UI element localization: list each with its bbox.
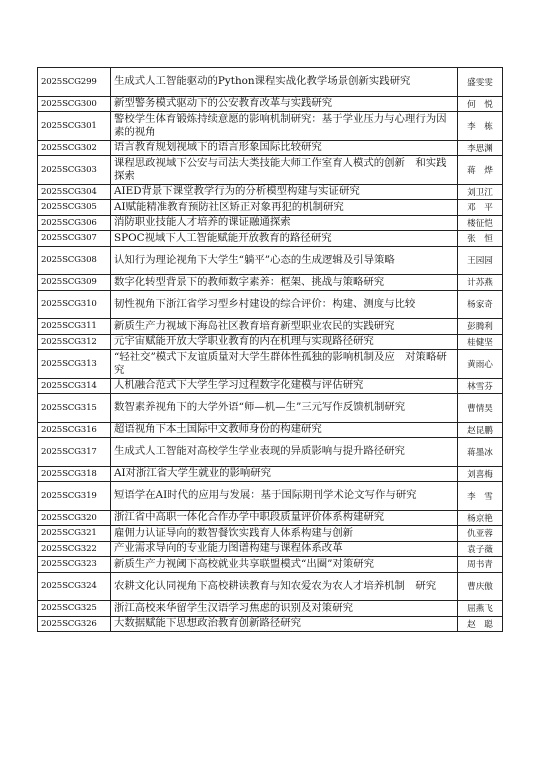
project-leader: 王园园: [458, 246, 503, 275]
project-title: 超语视角下本土国际中文教师身份的构建研究: [111, 422, 458, 438]
project-title: 新型警务模式驱动下的公安教育改革与实践研究: [111, 96, 458, 112]
table-row: [38, 482, 503, 511]
project-leader: 盛雯雯: [458, 68, 503, 97]
project-title: 短语学在AI时代的应用与发展：基于国际期刊学术论文写作与研究: [111, 482, 458, 511]
table-row: [38, 541, 503, 557]
table-row: [38, 68, 503, 97]
project-code: 2025SCG311: [38, 319, 111, 335]
project-title: 人机融合范式下大学生学习过程数字化建模与评估研究: [111, 378, 458, 394]
project-leader: 赵 聪: [458, 616, 503, 632]
table-row: [38, 526, 503, 542]
project-leader: 彭腾利: [458, 319, 503, 335]
table-row: [38, 184, 503, 200]
project-leader: 李思渊: [458, 140, 503, 156]
table-row: [38, 510, 503, 526]
table-row: [38, 200, 503, 216]
project-code: 2025SCG315: [38, 394, 111, 423]
table-row: [38, 334, 503, 350]
project-title: 韧性视角下浙江省学习型乡村建设的综合评价：构建、测度与比较: [111, 290, 458, 319]
project-code: 2025SCG308: [38, 246, 111, 275]
project-code: 2025SCG305: [38, 200, 111, 216]
project-title: SPOC视域下人工智能赋能开放教育的路径研究: [111, 231, 458, 247]
project-title: 语言教育规划视域下的语言形象国际比较研究: [111, 140, 458, 156]
table-row: [38, 601, 503, 617]
project-code: 2025SCG326: [38, 616, 111, 632]
project-code: 2025SCG312: [38, 334, 111, 350]
project-code: 2025SCG300: [38, 96, 111, 112]
project-leader: 曹庆傲: [458, 572, 503, 601]
project-code: 2025SCG303: [38, 156, 111, 185]
table-row: [38, 140, 503, 156]
project-title: AI对浙江省大学生就业的影响研究: [111, 466, 458, 482]
project-leader: 蒋墨冰: [458, 438, 503, 467]
table-row: [38, 350, 503, 379]
project-title: 新质生产力视阈下高校就业共享联盟模式“出圈”对策研究: [111, 557, 458, 573]
table-row: [38, 438, 503, 467]
project-code: 2025SCG319: [38, 482, 111, 511]
project-title: 浙江高校来华留学生汉语学习焦虑的识别及对策研究: [111, 601, 458, 617]
table-row: [38, 231, 503, 247]
project-code: 2025SCG318: [38, 466, 111, 482]
project-code: 2025SCG304: [38, 184, 111, 200]
project-leader: 桂健坚: [458, 334, 503, 350]
project-title: 生成式人工智能驱动的Python课程实战化教学场景创新实践研究: [111, 68, 458, 97]
project-leader: 邓 平: [458, 200, 503, 216]
project-leader: 杨家奇: [458, 290, 503, 319]
project-list-page: [37, 67, 503, 632]
project-code: 2025SCG317: [38, 438, 111, 467]
project-title: 生成式人工智能对高校学生学业表现的异质影响与提升路径研究: [111, 438, 458, 467]
table-row: [38, 572, 503, 601]
project-code: 2025SCG314: [38, 378, 111, 394]
table-row: [38, 96, 503, 112]
project-code: 2025SCG316: [38, 422, 111, 438]
project-title: 大数据赋能下思想政治教育创新路径研究: [111, 616, 458, 632]
table-row: [38, 422, 503, 438]
project-title: 数字化转型背景下的教师数字素养：框架、挑战与策略研究: [111, 275, 458, 291]
project-table: [37, 67, 503, 632]
project-table-body: [38, 68, 503, 632]
project-code: 2025SCG320: [38, 510, 111, 526]
project-title: 数智素养视角下的大学外语“师—机—生”三元写作反馈机制研究: [111, 394, 458, 423]
project-leader: 张 恒: [458, 231, 503, 247]
project-title: 浙江省中高职一体化合作办学中职段质量评价体系构建研究: [111, 510, 458, 526]
project-leader: 仇亚蓉: [458, 526, 503, 542]
project-leader: 蒋 烨: [458, 156, 503, 185]
table-row: [38, 112, 503, 141]
project-code: 2025SCG313: [38, 350, 111, 379]
project-code: 2025SCG309: [38, 275, 111, 291]
table-row: [38, 466, 503, 482]
project-title: 消防职业技能人才培养的课证融通探索: [111, 215, 458, 231]
project-title: 认知行为理论视角下大学生“躺平”心态的生成逻辑及引导策略: [111, 246, 458, 275]
project-title: 产业需求导向的专业能力图谱构建与课程体系改革: [111, 541, 458, 557]
table-row: [38, 394, 503, 423]
project-leader: 刘卫江: [458, 184, 503, 200]
project-code: 2025SCG310: [38, 290, 111, 319]
project-leader: 计苏燕: [458, 275, 503, 291]
project-code: 2025SCG323: [38, 557, 111, 573]
table-row: [38, 378, 503, 394]
project-leader: 楼征恺: [458, 215, 503, 231]
project-title: AI赋能精准教育预防社区矫正对象再犯的机制研究: [111, 200, 458, 216]
project-title: AIED背景下课堂教学行为的分析模型构建与实证研究: [111, 184, 458, 200]
table-row: [38, 246, 503, 275]
project-leader: 何 悦: [458, 96, 503, 112]
project-title: 新质生产力视域下海岛社区教育培育新型职业农民的实践研究: [111, 319, 458, 335]
project-code: 2025SCG322: [38, 541, 111, 557]
table-row: [38, 215, 503, 231]
project-title: 警校学生体育锻炼持续意愿的影响机制研究：基于学业压力与心理行为因素的视角: [111, 112, 458, 141]
project-leader: 袁子薇: [458, 541, 503, 557]
table-row: [38, 557, 503, 573]
project-title: 元宇宙赋能开放大学职业教育的内在机理与实现路径研究: [111, 334, 458, 350]
table-row: [38, 616, 503, 632]
project-code: 2025SCG321: [38, 526, 111, 542]
project-leader: 刘喜梅: [458, 466, 503, 482]
project-code: 2025SCG325: [38, 601, 111, 617]
table-row: [38, 275, 503, 291]
project-code: 2025SCG299: [38, 68, 111, 97]
project-title: 雇佣力认证导向的数智餐饮实践育人体系构建与创新: [111, 526, 458, 542]
project-code: 2025SCG324: [38, 572, 111, 601]
project-leader: 曹情昊: [458, 394, 503, 423]
table-row: [38, 319, 503, 335]
project-code: 2025SCG307: [38, 231, 111, 247]
project-leader: 李 雪: [458, 482, 503, 511]
project-leader: 周书青: [458, 557, 503, 573]
project-leader: 李 栋: [458, 112, 503, 141]
project-leader: 黄雨心: [458, 350, 503, 379]
project-leader: 赵昆鹏: [458, 422, 503, 438]
project-code: 2025SCG302: [38, 140, 111, 156]
project-code: 2025SCG301: [38, 112, 111, 141]
project-title: 课程思政视域下公安与司法大类技能大师工作室育人模式的创新 和实践探索: [111, 156, 458, 185]
project-leader: 屈燕飞: [458, 601, 503, 617]
table-row: [38, 290, 503, 319]
project-leader: 杨京艳: [458, 510, 503, 526]
table-row: [38, 156, 503, 185]
project-title: “轻社交”模式下友谊质量对大学生群体性孤独的影响机制及应 对策略研究: [111, 350, 458, 379]
project-title: 农耕文化认同视角下高校耕读教育与知农爱农为农人才培养机制 研究: [111, 572, 458, 601]
project-leader: 林雪芬: [458, 378, 503, 394]
project-code: 2025SCG306: [38, 215, 111, 231]
